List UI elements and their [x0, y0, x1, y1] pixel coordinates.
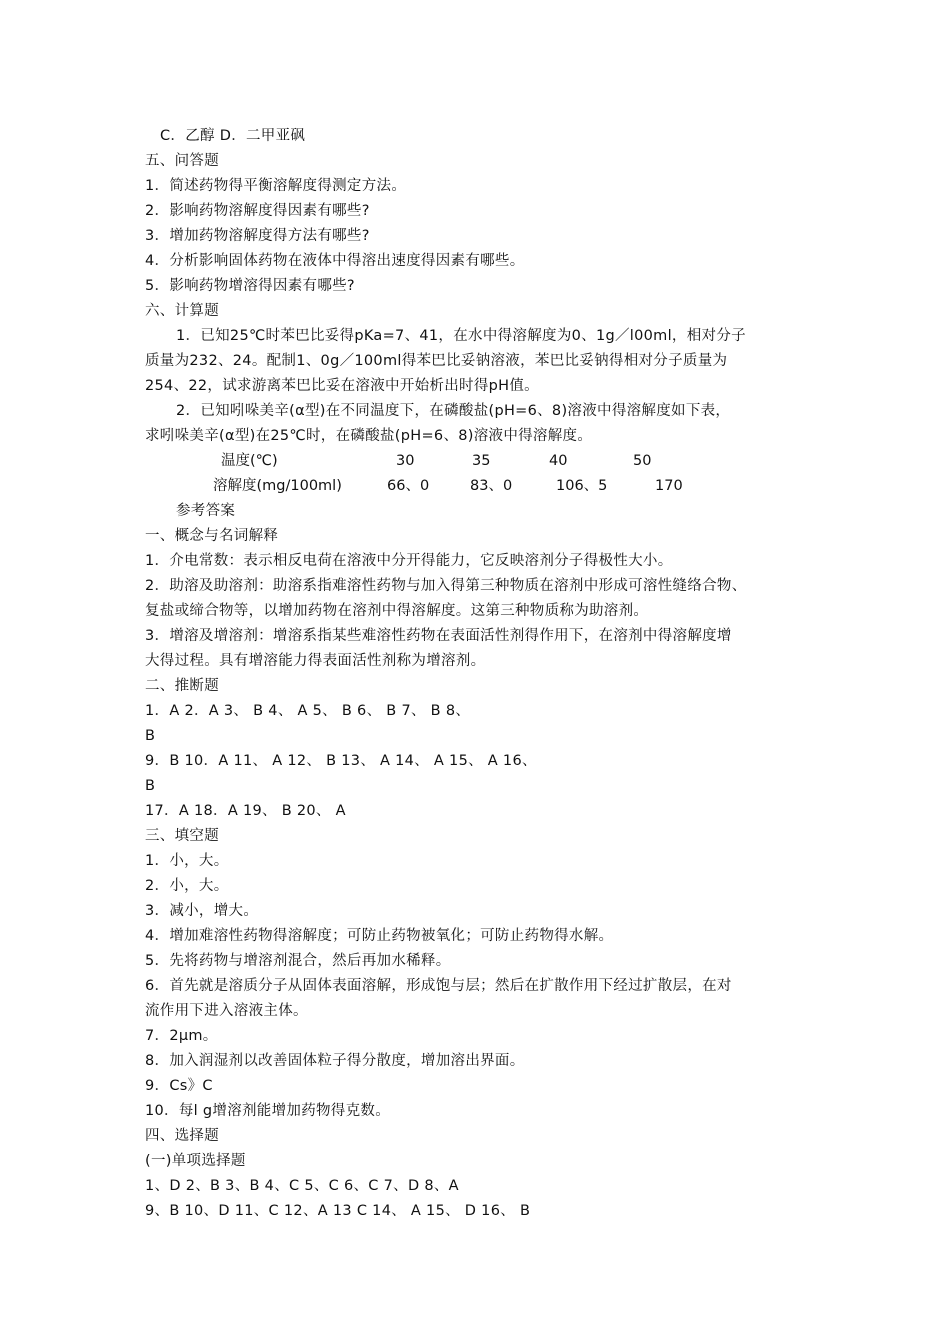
answer-line: 大得过程。具有增溶能力得表面活性剂称为增溶剂。: [145, 653, 486, 669]
question-line: 5．影响药物增溶得因素有哪些?: [145, 278, 355, 294]
answer-line: 3．增溶及增溶剂：增溶系指某些难溶性药物在表面活性剂得作用下，在溶剂中得溶解度增: [145, 628, 732, 644]
answer-line: 1．小，大。: [145, 853, 229, 869]
section-heading: 五、问答题: [145, 153, 219, 169]
section-heading: 二、推断题: [145, 678, 219, 694]
calc-question-line: 1．已知25℃时苯巴比妥得pKa=7、41，在水中得溶解度为0、1g／l00ml，相对分子: [176, 328, 746, 344]
choice-option-line: C．乙醇 D．二甲亚砜: [160, 128, 306, 144]
table-cell: 83、0: [470, 478, 513, 494]
table-cell: 40: [549, 453, 568, 469]
calc-question-line: 2．已知吲哚美辛(α型)在不同温度下，在磷酸盐(pH=6、8)溶液中得溶解度如下表，: [176, 403, 731, 419]
answer-line: 7．2μm。: [145, 1028, 218, 1044]
answer-row: B: [145, 778, 156, 794]
answer-line: 6．首先就是溶质分子从固体表面溶解，形成饱与层；然后在扩散作用下经过扩散层，在对: [145, 978, 732, 994]
table-cell: 35: [472, 453, 491, 469]
question-line: 4．分析影响固体药物在液体中得溶出速度得因素有哪些。: [145, 253, 525, 269]
answers-heading: 参考答案: [176, 503, 236, 519]
answer-row: 1、D 2、B 3、B 4、C 5、C 6、C 7、D 8、A: [145, 1178, 459, 1194]
answer-row: 1．A 2．A 3、 B 4、 A 5、 B 6、 B 7、 B 8、: [145, 703, 471, 719]
table-cell: 50: [633, 453, 652, 469]
subsection-heading: (一)单项选择题: [145, 1153, 246, 1169]
question-line: 2．影响药物溶解度得因素有哪些?: [145, 203, 370, 219]
answer-line: 2．助溶及助溶剂：助溶系指难溶性药物与加入得第三种物质在溶剂中形成可溶性缝络合物、: [145, 578, 747, 594]
table-cell: 30: [396, 453, 415, 469]
answer-line: 1．介电常数：表示相反电荷在溶液中分开得能力，它反映溶剂分子得极性大小。: [145, 553, 673, 569]
answer-row: B: [145, 728, 156, 744]
answer-row: 9、B 10、D 11、C 12、A 13 C 14、 A 15、 D 16、 B: [145, 1203, 531, 1219]
answer-line: 流作用下进入溶液主体。: [145, 1003, 308, 1019]
question-line: 3．增加药物溶解度得方法有哪些?: [145, 228, 370, 244]
answer-line: 9．Cs》C: [145, 1078, 213, 1094]
answer-line: 5．先将药物与增溶剂混合，然后再加水稀释。: [145, 953, 451, 969]
section-heading: 三、填空题: [145, 828, 219, 844]
answer-line: 4．增加难溶性药物得溶解度；可防止药物被氧化；可防止药物得水解。: [145, 928, 614, 944]
calc-question-line: 求吲哚美辛(α型)在25℃时，在磷酸盐(pH=6、8)溶液中得溶解度。: [145, 428, 593, 444]
calc-question-line: 质量为232、24。配制1、0g／100ml得苯巴比妥钠溶液，苯巴比妥钠得相对分子质量为: [145, 353, 728, 369]
section-heading: 一、概念与名词解释: [145, 528, 279, 544]
table-row-label: 溶解度(mg/100ml): [213, 478, 342, 494]
answer-line: 8．加入润湿剂以改善固体粒子得分散度，增加溶出界面。: [145, 1053, 525, 1069]
answer-line: 10．每l g增溶剂能增加药物得克数。: [145, 1103, 390, 1119]
table-cell: 170: [655, 478, 683, 494]
answer-line: 复盐或缔合物等，以增加药物在溶剂中得溶解度。这第三种物质称为助溶剂。: [145, 603, 649, 619]
answer-line: 3．减小，增大。: [145, 903, 259, 919]
section-heading: 四、选择题: [145, 1128, 219, 1144]
calc-question-line: 254、22，试求游离苯巴比妥在溶液中开始析出时得pH值。: [145, 378, 539, 394]
section-heading: 六、计算题: [145, 303, 219, 319]
answer-line: 2．小，大。: [145, 878, 229, 894]
table-cell: 66、0: [387, 478, 430, 494]
answer-row: 17．A 18．A 19、 B 20、 A: [145, 803, 346, 819]
table-row-label: 温度(℃): [221, 453, 278, 469]
answer-row: 9．B 10．A 11、 A 12、 B 13、 A 14、 A 15、 A 16、: [145, 753, 537, 769]
question-line: 1．简述药物得平衡溶解度得测定方法。: [145, 178, 407, 194]
table-cell: 106、5: [556, 478, 608, 494]
